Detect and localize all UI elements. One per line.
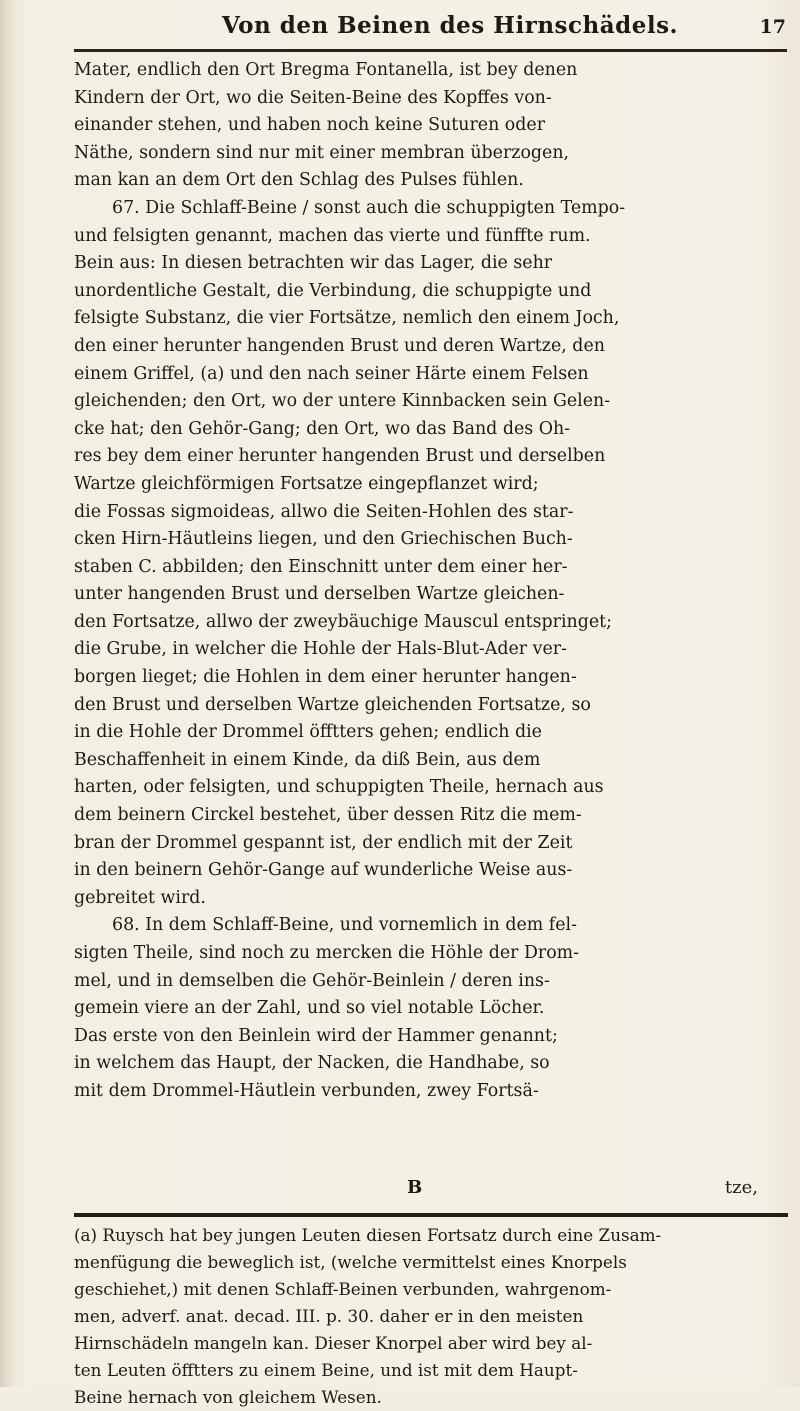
text-line: cke hat; den Gehör-Gang; den Ort, wo das Band des Oh- xyxy=(74,418,571,439)
footnote-line: men, adverf. anat. decad. III. p. 30. daher er in den meisten xyxy=(74,1306,584,1326)
text-line: den einer herunter hangenden Brust und deren Wartze, den xyxy=(74,335,605,356)
text-line: den Fortsatze, allwo der zweybäuchige Mauscul entspringet; xyxy=(74,611,613,632)
text-line: unordentliche Gestalt, die Verbindung, die schuppigte und xyxy=(74,280,592,301)
text-line: und felsigten genannt, machen das vierte und fünffte rum. xyxy=(74,225,591,246)
text-line: felsigte Substanz, die vier Fortsätze, nemlich den einem Joch, xyxy=(74,308,620,329)
text-line: cken Hirn-Häutleins liegen, und den Griechischen Buch- xyxy=(74,529,573,550)
text-line: mit dem Drommel-Häutlein verbunden, zwey Fortsä- xyxy=(74,1080,539,1101)
text-line: man kan an dem Ort den Schlag des Pulses fühlen. xyxy=(74,170,524,191)
text-line: Wartze gleichförmigen Fortsatze eingepflanzet wird; xyxy=(74,473,539,494)
text-line: dem beinern Circkel bestehet, über dessen Ritz die mem- xyxy=(74,805,582,826)
text-line: Das erste von den Beinlein wird der Hammer genannt; xyxy=(74,1025,558,1046)
text-line: mel, und in demselben die Gehör-Beinlein / deren ins- xyxy=(74,970,550,991)
text-line: res bey dem einer herunter hangenden Brust und derselben xyxy=(74,446,606,467)
text-line: gemein viere an der Zahl, und so viel notable Löcher. xyxy=(74,998,545,1019)
page-header xyxy=(70,8,790,48)
header-rule xyxy=(74,49,787,52)
footnote-line: (a) Ruysch hat bey jungen Leuten diesen Fortsatz durch eine Zusam- xyxy=(74,1225,662,1245)
catchword: tze, xyxy=(724,1177,758,1198)
text-line: staben C. abbilden; den Einschnitt unter dem einer her- xyxy=(74,556,568,577)
body-text xyxy=(74,57,788,1106)
text-line: gleichenden; den Ort, wo der untere Kinnbacken sein Gelen- xyxy=(74,391,611,412)
text-line: den Brust und derselben Wartze gleichenden Fortsatze, so xyxy=(74,694,591,715)
text-line: einander stehen, und haben noch keine Suturen oder xyxy=(74,115,546,136)
text-line: Näthe, sondern sind nur mit einer membran überzogen, xyxy=(74,142,570,163)
text-line: in welchem das Haupt, der Nacken, die Handhabe, so xyxy=(74,1053,550,1074)
text-line: 68. In dem Schlaff-Beine, und vornemlich in dem fel- xyxy=(112,915,577,936)
text-line: in den beinern Gehör-Gange auf wunderliche Weise aus- xyxy=(74,860,573,881)
footnote-line: geschiehet,) mit denen Schlaff-Beinen verbunden, wahrgenom- xyxy=(74,1279,612,1299)
footnote-rule xyxy=(74,1213,788,1217)
text-line: harten, oder felsigten, und schuppigten Theile, hernach aus xyxy=(74,777,604,798)
footnote xyxy=(74,1222,788,1411)
text-line: Beschaffenheit in einem Kinde, da diß Bein, aus dem xyxy=(74,749,541,770)
text-line: unter hangenden Brust und derselben Wartze gleichen- xyxy=(74,584,565,605)
text-line: Kindern der Ort, wo die Seiten-Beine des Kopffes von- xyxy=(74,87,552,108)
text-line: die Fossas sigmoideas, allwo die Seiten-Hohlen des star- xyxy=(74,501,574,522)
running-head: Von den Beinen des Hirnschädels. xyxy=(221,12,679,39)
page-number: 17 xyxy=(759,16,786,38)
text-line: bran der Drommel gespannt ist, der endlich mit der Zeit xyxy=(74,832,573,853)
text-line: 67. Die Schlaff-Beine / sonst auch die schuppigten Tempo- xyxy=(112,197,626,218)
page-binding-edge xyxy=(0,0,14,1387)
footnote-line: ten Leuten öfftters zu einem Beine, und ist mit dem Haupt- xyxy=(74,1360,578,1380)
signature-mark: B xyxy=(407,1177,423,1198)
text-line: Bein aus: In diesen betrachten wir das Lager, die sehr xyxy=(74,253,553,274)
text-line: gebreitet wird. xyxy=(74,887,206,908)
text-line: sigten Theile, sind noch zu mercken die Höhle der Drom- xyxy=(74,943,580,963)
text-line: Mater, endlich den Ort Bregma Fontanella, ist bey denen xyxy=(74,60,578,80)
text-line: borgen lieget; die Hohlen in dem einer herunter hangen- xyxy=(74,667,577,688)
footnote-line: Hirnschädeln mangeln kan. Dieser Knorpel aber wird bey al- xyxy=(74,1333,593,1353)
text-line: die Grube, in welcher die Hohle der Hals-Blut-Ader ver- xyxy=(74,639,567,660)
footnote-line: menfügung die beweglich ist, (welche vermittelst eines Knorpels xyxy=(74,1252,627,1272)
footnote-line: Beine hernach von gleichem Wesen. xyxy=(74,1387,382,1407)
text-line: einem Griffel, (a) und den nach seiner Härte einem Felsen xyxy=(74,363,589,384)
catchline xyxy=(74,1177,788,1203)
text-line: in die Hohle der Drommel öfftters gehen; endlich die xyxy=(74,722,542,743)
